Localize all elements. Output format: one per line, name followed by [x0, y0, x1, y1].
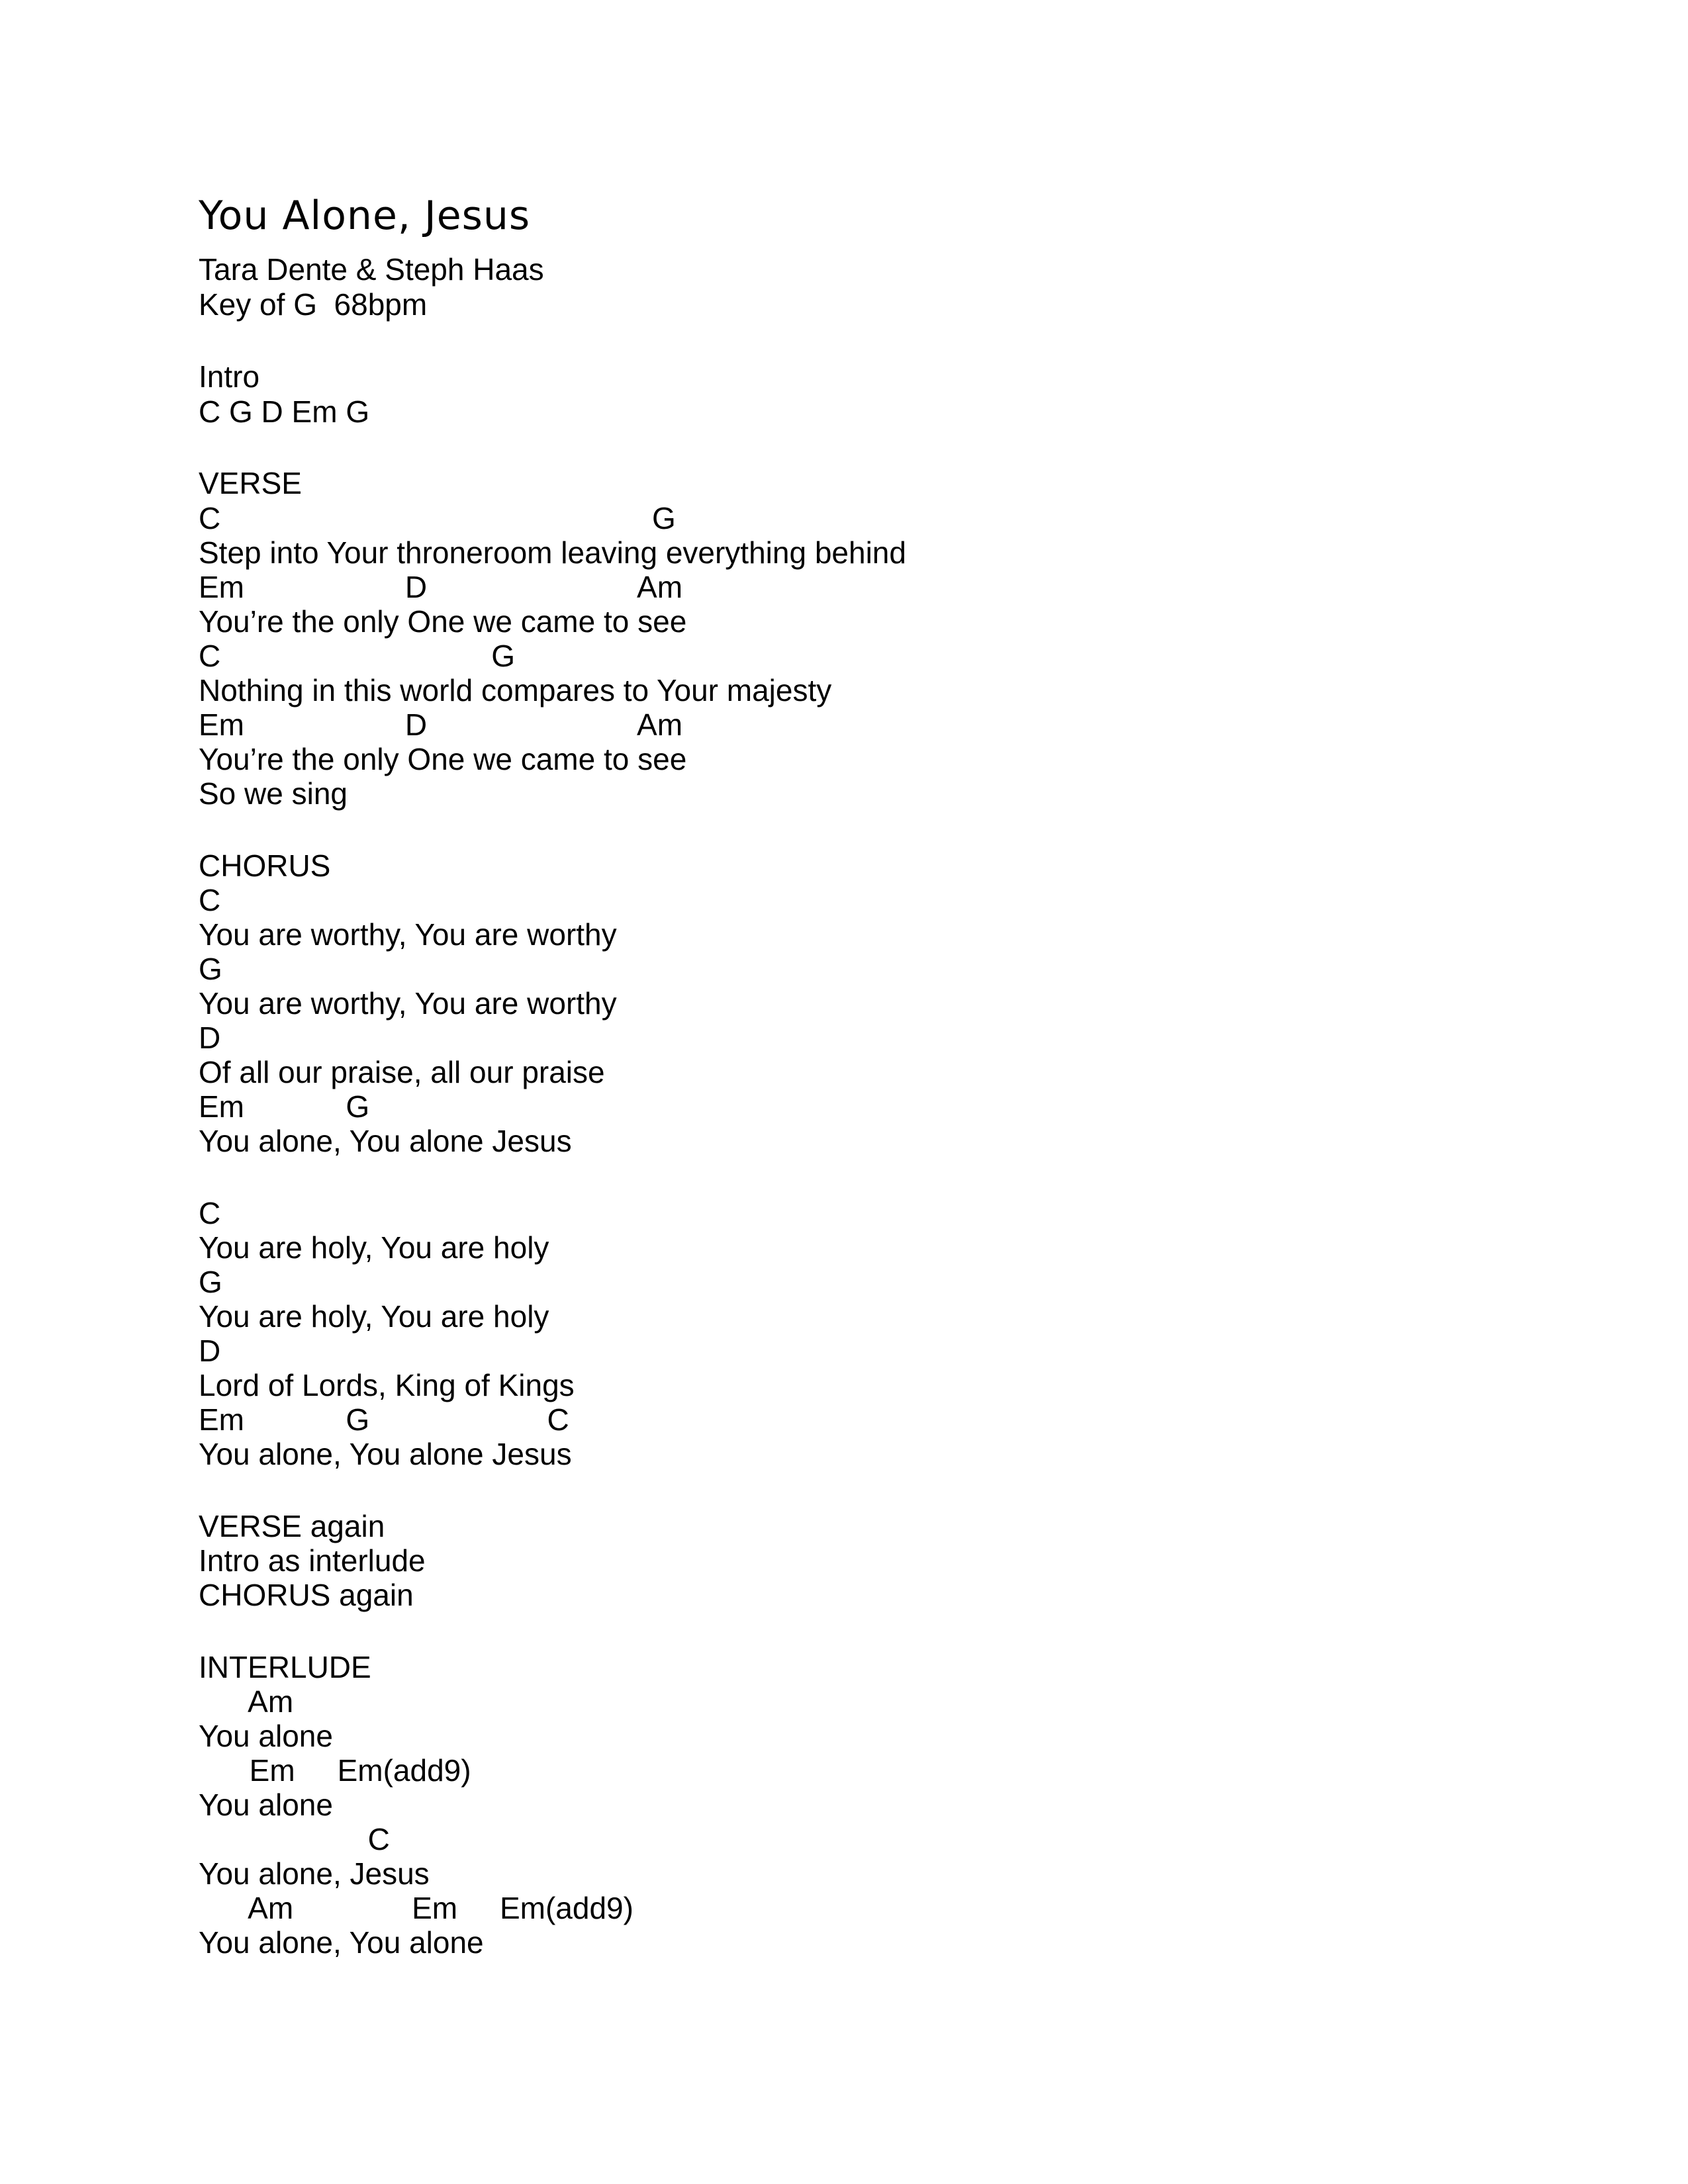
- lyric-line: You alone: [199, 1719, 333, 1753]
- section-label: INTERLUDE: [199, 1650, 371, 1684]
- chord-line: Em D Am: [199, 570, 683, 604]
- song-key-tempo: Key of G 68bpm: [199, 287, 428, 322]
- section-label: CHORUS: [199, 848, 331, 883]
- song-title: You Alone, Jesus: [199, 193, 531, 239]
- chord-line: C: [199, 1822, 390, 1856]
- lyric-line: You alone, Jesus: [199, 1856, 430, 1891]
- chord-line: Em G C: [199, 1402, 569, 1437]
- chord-line: C G: [199, 501, 676, 535]
- lyric-line: You alone, You alone Jesus: [199, 1437, 572, 1471]
- song-authors: Tara Dente & Steph Haas: [199, 252, 544, 287]
- chord-line: C: [199, 1196, 221, 1230]
- chord-line: G: [199, 952, 222, 986]
- section-label: VERSE: [199, 466, 302, 500]
- chord-line: Em Em(add9): [199, 1753, 471, 1788]
- lyric-line: You are worthy, You are worthy: [199, 917, 617, 952]
- lyric-line: You alone: [199, 1788, 333, 1822]
- lyric-line: You’re the only One we came to see: [199, 742, 687, 776]
- chord-line: G: [199, 1265, 222, 1299]
- section-label: Intro as interlude: [199, 1543, 426, 1578]
- chord-line: Am Em Em(add9): [199, 1891, 633, 1925]
- lyric-line: You are holy, You are holy: [199, 1230, 549, 1265]
- lyric-line: So we sing: [199, 776, 348, 811]
- chord-line: D: [199, 1021, 221, 1055]
- lyric-line: Of all our praise, all our praise: [199, 1055, 605, 1089]
- chord-line: C G D Em G: [199, 394, 370, 429]
- lyric-line: Step into Your throneroom leaving everything behind: [199, 535, 906, 570]
- lyric-line: Lord of Lords, King of Kings: [199, 1368, 575, 1402]
- chord-line: C G: [199, 639, 515, 673]
- chord-line: Em D Am: [199, 707, 683, 742]
- chord-line: C: [199, 883, 221, 917]
- section-label: VERSE again: [199, 1509, 385, 1543]
- chord-line: Em G: [199, 1089, 370, 1124]
- lyric-line: You are holy, You are holy: [199, 1299, 549, 1334]
- chord-line: D: [199, 1334, 221, 1368]
- lyric-line: Nothing in this world compares to Your majesty: [199, 673, 832, 707]
- section-label: Intro: [199, 359, 260, 394]
- lyric-line: You alone, You alone: [199, 1925, 484, 1960]
- lyric-line: You are worthy, You are worthy: [199, 986, 617, 1021]
- chord-line: Am: [199, 1684, 294, 1719]
- lyric-line: You alone, You alone Jesus: [199, 1124, 572, 1158]
- section-label: CHORUS again: [199, 1578, 414, 1612]
- lyric-line: You’re the only One we came to see: [199, 604, 687, 639]
